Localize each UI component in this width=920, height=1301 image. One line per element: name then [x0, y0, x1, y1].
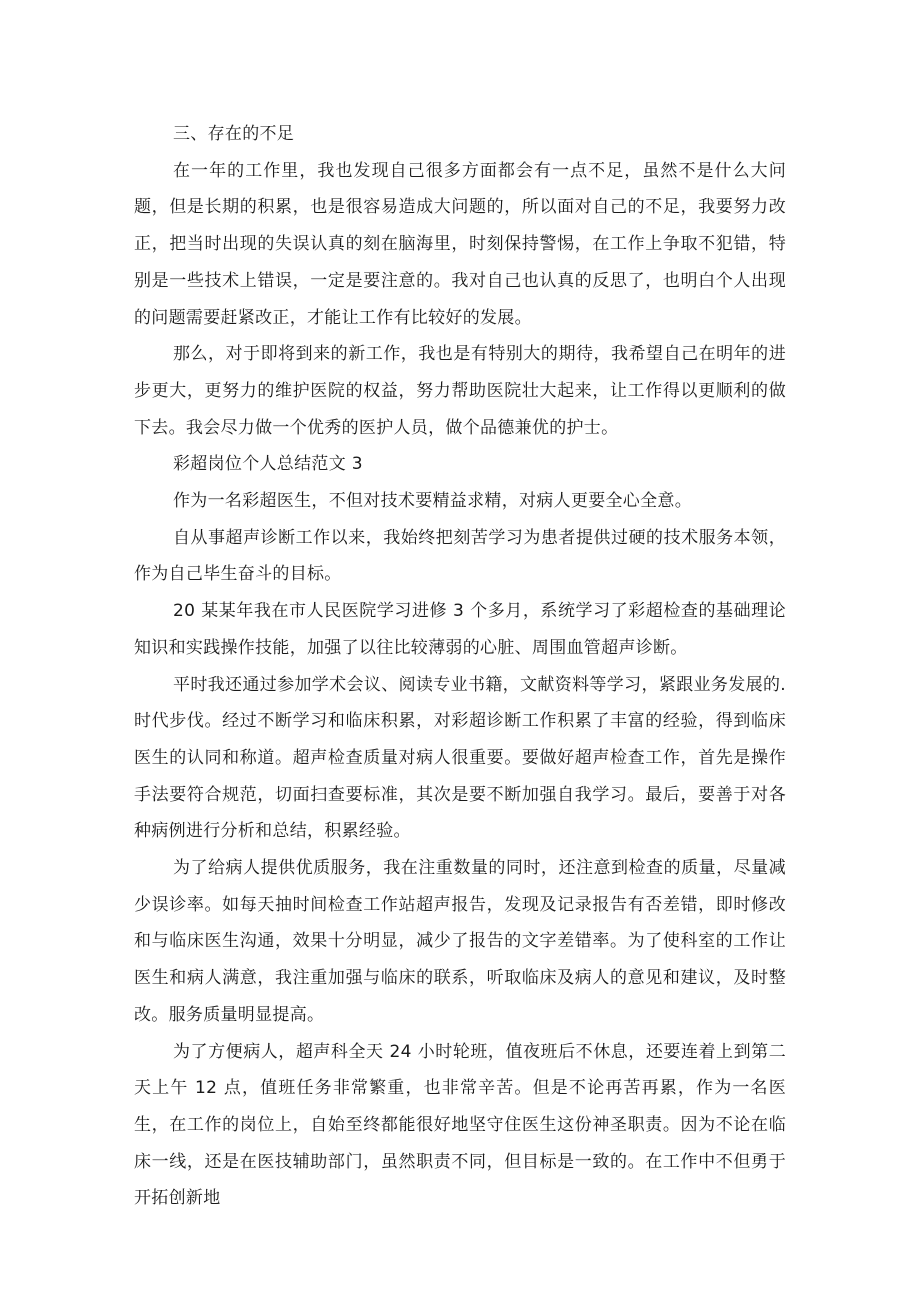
paragraph: 平时我还通过参加学术会议、阅读专业书籍，文献资料等学习，紧跟业务发展的.时代步伐。经过不断学习和临床积累，对彩超诊断工作积累了丰富的经验，得到临床医生的认同和称道。超声检查质量对病人很重要。要做好超声检查工作，首先是操作手法要符合规范，切面扫查要标准，其次是要不断加强自我学习。最后，要善于对各种病例进行分析和总结，积累经验。 [134, 674, 786, 842]
paragraph: 作为一名彩超医生，不但对技术要精益求精，对病人更要全心全意。 [173, 491, 692, 512]
paragraph: 那么，对于即将到来的新工作，我也是有特别大的期待，我希望自己在明年的进步更大，更努力的维护医院的权益，努力帮助医院壮大起来，让工作得以更顺利的做下去。我会尽力做一个优秀的医护人员，做个品德兼优的护士。 [134, 344, 786, 438]
paragraph: 自从事超声诊断工作以来，我始终把刻苦学习为患者提供过硬的技术服务本领，作为自己毕生奋斗的目标。 [134, 527, 786, 585]
section-heading: 三、存在的不足 [173, 124, 295, 144]
paragraph: 20 某某年我在市人民医院学习进修 3 个多月，系统学习了彩超检查的基础理论知识和实践操作技能，加强了以往比较薄弱的心脏、周围血管超声诊断。 [134, 601, 786, 658]
paragraph: 为了方便病人，超声科全天 24 小时轮班，值夜班后不休息，还要连着上到第二天上午 12 点，值班任务非常繁重，也非常辛苦。但是不论再苦再累，作为一名医生，在工作的岗位上，自始至终都能很好地坚守住医生这份神圣职责。因为不论在临床一线，还是在医技辅助部门，虽然职责不同，但目标是一致的。在工作中不但勇于开拓创新地 [134, 1041, 786, 1209]
document-body [134, 116, 786, 1217]
paragraph: 在一年的工作里，我也发现自己很多方面都会有一点不足，虽然不是什么大问题，但是长期的积累，也是很容易造成大问题的，所以面对自己的不足，我要努力改正，把当时出现的失误认真的刻在脑海里，时刻保持警惕，在工作上争取不犯错，特别是一些技术上错误，一定是要注意的。我对自己也认真的反思了，也明白个人出现的问题需要赶紧改正，才能让工作有比较好的发展。 [134, 160, 786, 328]
paragraph: 为了给病人提供优质服务，我在注重数量的同时，还注意到检查的质量，尽量减少误诊率。如每天抽时间检查工作站超声报告，发现及记录报告有否差错，即时修改和与临床医生沟通，效果十分明显，减少了报告的文字差错率。为了使科室的工作让医生和病人满意，我注重加强与临床的联系，听取临床及病人的意见和建议，及时整改。服务质量明显提高。 [134, 858, 786, 1025]
article-title: 彩超岗位个人总结范文 3 [173, 454, 363, 475]
